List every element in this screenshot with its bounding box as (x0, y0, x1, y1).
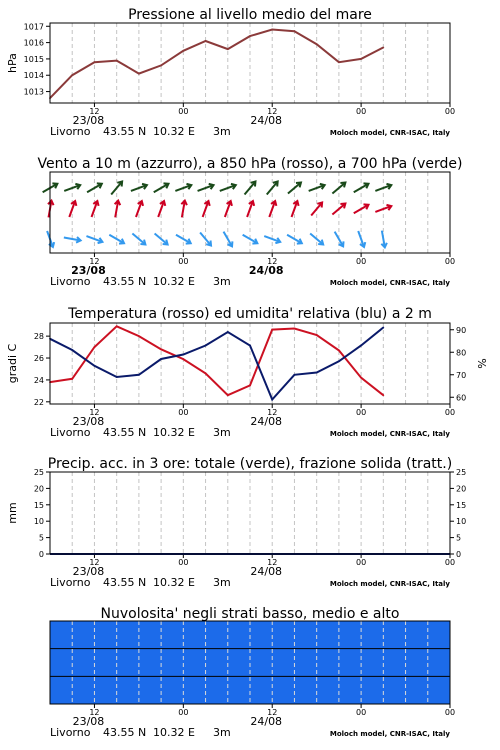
date-label: 24/08 (250, 415, 283, 428)
y-axis-label-humidity: % (476, 358, 489, 369)
location-alt: 3m (213, 125, 231, 138)
y-axis-precip-tick-label: 0 (38, 550, 44, 559)
x-tick-label: 00 (178, 708, 189, 717)
panel-4 (6, 456, 466, 589)
chart-title-precip: Precip. acc. in 3 ore: totale (verde), frazione solida (tratt.) (47, 456, 453, 472)
wind-arrow-850hPa (311, 202, 322, 215)
plot-border (50, 323, 450, 404)
humidity-line-point (227, 331, 229, 333)
location-alt: 3m (213, 726, 231, 739)
location-name: Livorno (50, 275, 91, 288)
x-tick-label: 12 (89, 708, 100, 717)
date-label: 23/08 (72, 114, 105, 127)
location-lon: 10.32 E (153, 426, 195, 439)
y-axis-pressure-tick-label: 1017 (23, 22, 44, 32)
y-axis-label-temperature: gradi C (6, 343, 19, 384)
humidity-line-point (382, 327, 384, 329)
pressure-line-point (160, 65, 162, 67)
chart-title-pressure: Pressione al livello medio del mare (128, 7, 372, 23)
y-axis-humidity-tick-label: 90 (456, 325, 467, 335)
y-axis-humidity-tick-label: 70 (456, 370, 467, 380)
model-credit: Moloch model, CNR-ISAC, Italy (329, 279, 450, 287)
date-label: 23/08 (72, 715, 105, 728)
y-axis-precip-tick-label: 20 (33, 484, 44, 494)
temperature-line-point (227, 394, 229, 396)
chart-title-temperature: Temperatura (rosso) ed umidita' relativa (blu) a 2 m (68, 306, 432, 322)
location-lat: 43.55 N (103, 576, 147, 589)
humidity-line-point (116, 376, 118, 378)
panel-1 (6, 7, 455, 138)
x-tick-label: 00 (356, 257, 367, 266)
pressure-line-point (227, 48, 229, 50)
humidity-line-point (271, 399, 273, 401)
y-axis-label-precip: mm (6, 502, 19, 524)
wind-arrow-700hPa (332, 183, 345, 194)
temperature-line-point (249, 384, 251, 386)
temperature-line-point (71, 378, 73, 380)
temperature-line-point (316, 334, 318, 336)
humidity-line-point (360, 345, 362, 347)
location-lon: 10.32 E (153, 576, 195, 589)
date-label: 23/08 (72, 565, 105, 578)
location-lat: 43.55 N (103, 275, 147, 288)
temperature-line (50, 326, 383, 395)
x-tick-label: 00 (444, 408, 456, 417)
wind-arrow-700hPa (267, 181, 278, 194)
y-axis-precip-tick-label: 15 (33, 500, 44, 510)
humidity-line-point (182, 354, 184, 356)
panel-2 (37, 156, 462, 288)
location-lat: 43.55 N (103, 125, 147, 138)
pressure-line-point (205, 40, 207, 42)
pressure-line-point (382, 47, 384, 49)
date-label: 24/08 (250, 715, 283, 728)
pressure-line-point (249, 35, 251, 37)
model-credit: Moloch model, CNR-ISAC, Italy (329, 580, 450, 588)
y-axis-temperature-tick-label: 24 (33, 375, 44, 385)
x-tick-label: 00 (356, 107, 367, 116)
x-tick-label: 00 (356, 708, 367, 717)
y-axis-precip-right-tick-label: 15 (456, 500, 467, 510)
wind-arrow-700hPa (111, 181, 122, 194)
chart-title-clouds: Nuvolosita' negli strati basso, medio e alto (100, 606, 400, 622)
pressure-line-point (138, 73, 140, 75)
x-tick-label: 12 (89, 257, 100, 266)
x-tick-label: 12 (89, 107, 100, 116)
pressure-line-point (116, 60, 118, 62)
location-lon: 10.32 E (153, 726, 195, 739)
date-label: 24/08 (250, 565, 283, 578)
location-lat: 43.55 N (103, 426, 147, 439)
location-name: Livorno (50, 426, 91, 439)
temperature-line-point (138, 335, 140, 337)
pressure-line-point (94, 61, 96, 63)
wind-arrow-850hPa (332, 204, 345, 215)
temperature-line-point (94, 346, 96, 348)
y-axis-precip-right-tick-label: 0 (456, 550, 462, 559)
plot-border (50, 472, 450, 554)
temperature-line-point (338, 349, 340, 351)
date-label: 24/08 (248, 264, 284, 277)
x-tick-label: 12 (89, 558, 100, 567)
temperature-line-point (160, 348, 162, 350)
x-tick-label: 12 (267, 708, 278, 717)
temperature-line-point (360, 377, 362, 379)
humidity-line-point (338, 360, 340, 362)
wind-arrow-700hPa (288, 183, 301, 194)
location-lat: 43.55 N (103, 726, 147, 739)
x-tick-label: 12 (89, 408, 100, 417)
y-axis-pressure-tick-label: 1016 (23, 38, 44, 48)
y-axis-pressure-tick-label: 1014 (23, 71, 44, 81)
y-axis-pressure-tick-label: 1013 (23, 87, 44, 97)
humidity-line (50, 328, 383, 400)
y-axis-precip-right-tick-label: 25 (456, 468, 467, 477)
humidity-line-point (71, 349, 73, 351)
temperature-line-point (294, 328, 296, 330)
location-alt: 3m (213, 576, 231, 589)
location-alt: 3m (213, 426, 231, 439)
x-tick-label: 12 (267, 257, 278, 266)
y-axis-precip-right-tick-label: 10 (456, 517, 467, 527)
pressure-line-point (360, 58, 362, 60)
humidity-line-point (294, 374, 296, 376)
x-tick-label: 00 (356, 408, 367, 417)
location-lon: 10.32 E (153, 275, 195, 288)
temperature-line-point (382, 394, 384, 396)
pressure-line (50, 30, 383, 99)
y-axis-pressure-tick-label: 1015 (23, 54, 44, 64)
y-axis-humidity-tick-label: 80 (456, 348, 467, 358)
location-name: Livorno (50, 125, 91, 138)
pressure-line-point (71, 74, 73, 76)
pressure-line-point (271, 29, 273, 31)
x-tick-label: 00 (178, 107, 189, 116)
y-axis-precip-tick-label: 25 (33, 468, 44, 477)
temperature-line-point (182, 358, 184, 360)
model-credit: Moloch model, CNR-ISAC, Italy (329, 129, 450, 137)
humidity-line-point (316, 372, 318, 374)
date-label: 24/08 (250, 114, 283, 127)
y-axis-precip-tick-label: 10 (33, 517, 44, 527)
chart-title-wind: Vento a 10 m (azzurro), a 850 hPa (rosso), a 700 hPa (verde) (37, 156, 463, 172)
x-tick-label: 00 (178, 558, 189, 567)
humidity-line-point (138, 374, 140, 376)
y-axis-precip-right-tick-label: 5 (456, 533, 462, 543)
y-axis-humidity-tick-label: 60 (456, 393, 467, 403)
x-tick-label: 12 (267, 107, 278, 116)
x-tick-label: 00 (178, 408, 189, 417)
humidity-line-point (160, 358, 162, 360)
location-name: Livorno (50, 726, 91, 739)
x-tick-label: 00 (356, 558, 367, 567)
location-alt: 3m (213, 275, 231, 288)
temperature-line-point (271, 329, 273, 331)
x-tick-label: 00 (444, 257, 456, 266)
humidity-line-point (249, 345, 251, 347)
pressure-line-point (338, 61, 340, 63)
location-lon: 10.32 E (153, 125, 195, 138)
x-tick-label: 00 (444, 708, 456, 717)
y-axis-temperature-tick-label: 26 (33, 354, 44, 364)
pressure-line-point (316, 43, 318, 45)
date-label: 23/08 (71, 264, 106, 277)
y-axis-temperature-tick-label: 28 (33, 332, 44, 342)
y-axis-precip-tick-label: 5 (38, 533, 44, 543)
x-tick-label: 12 (267, 408, 278, 417)
y-axis-temperature-tick-label: 22 (33, 397, 44, 407)
plot-border (50, 23, 450, 103)
humidity-line-point (94, 365, 96, 367)
x-tick-label: 00 (444, 558, 456, 567)
model-credit: Moloch model, CNR-ISAC, Italy (329, 730, 450, 738)
x-tick-label: 12 (267, 558, 278, 567)
date-label: 23/08 (72, 415, 105, 428)
panel-3 (6, 306, 489, 439)
pressure-line-point (294, 30, 296, 32)
wind-arrow-700hPa (245, 181, 256, 194)
temperature-line-point (205, 372, 207, 374)
model-credit: Moloch model, CNR-ISAC, Italy (329, 430, 450, 438)
humidity-line-point (205, 345, 207, 347)
y-axis-precip-right-tick-label: 20 (456, 484, 467, 494)
pressure-line-point (182, 50, 184, 52)
temperature-line-point (116, 325, 118, 327)
y-axis-label-pressure: hPa (6, 53, 19, 73)
location-name: Livorno (50, 576, 91, 589)
x-tick-label: 00 (178, 257, 189, 266)
x-tick-label: 00 (444, 107, 456, 116)
